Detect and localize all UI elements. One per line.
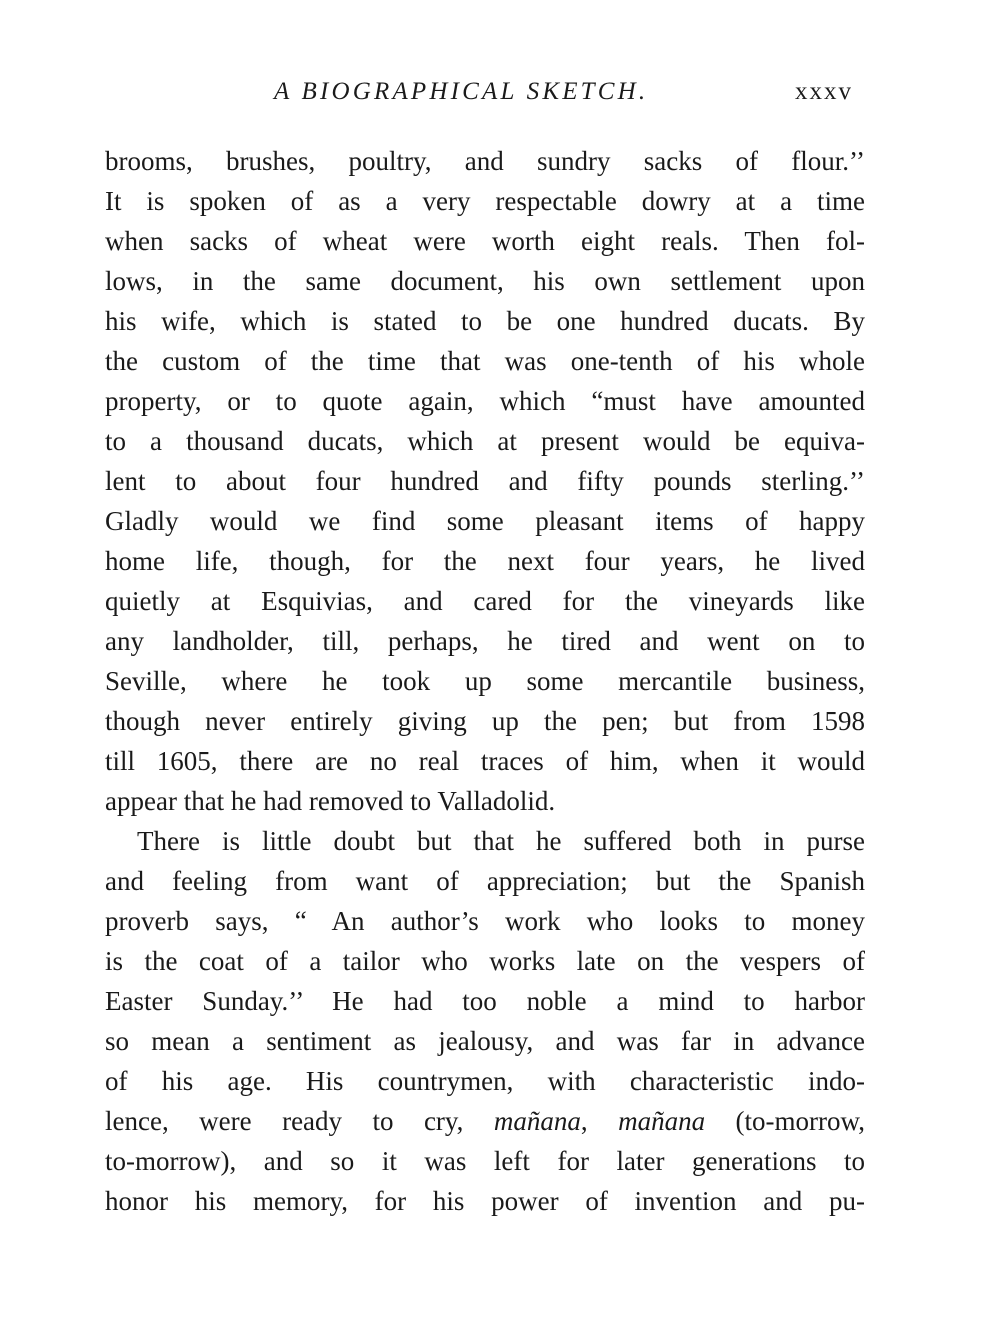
italic-term: mañana	[493, 1106, 581, 1136]
running-title: A BIOGRAPHICAL SKETCH.	[274, 78, 649, 105]
text-line: of his age. His countrymen, with characteristic indo-	[105, 1066, 865, 1096]
text-line: to a thousand ducats, which at present would be equiva-	[105, 426, 865, 456]
text-segment: (to-morrow,	[705, 1106, 866, 1136]
text-line: Easter Sunday.’’ He had too noble a mind to harbor	[105, 986, 865, 1016]
text-line: when sacks of wheat were worth eight reals. Then fol-	[105, 226, 865, 256]
text-line: brooms, brushes, poultry, and sundry sacks of flour.’’	[105, 146, 865, 176]
text-line: It is spoken of as a very respectable dowry at a time	[105, 186, 865, 216]
text-line: so mean a sentiment as jealousy, and was far in advance	[105, 1026, 865, 1056]
page-body	[105, 141, 865, 1221]
text-line: his wife, which is stated to be one hundred ducats. By	[105, 306, 865, 336]
text-line: any landholder, till, perhaps, he tired and went on to	[105, 626, 865, 656]
italic-term: mañana	[618, 1106, 706, 1136]
text-line: Gladly would we find some pleasant items of happy	[105, 506, 865, 536]
text-line: to-morrow), and so it was left for later generations to	[105, 1146, 865, 1176]
text-segment: ,	[580, 1106, 619, 1136]
text-line: property, or to quote again, which “must have amounted	[105, 386, 865, 416]
text-line	[105, 1101, 865, 1141]
text-line: is the coat of a tailor who works late on the vespers of	[105, 946, 865, 976]
text-line: There is little doubt but that he suffered both in purse	[137, 826, 865, 856]
text-line: though never entirely giving up the pen; but from 1598	[105, 706, 865, 736]
page-number: xxxv	[795, 78, 853, 105]
text-line: proverb says, “ An author’s work who looks to money	[105, 906, 865, 936]
text-line: Seville, where he took up some mercantile business,	[105, 666, 865, 696]
text-line: appear that he had removed to Valladolid.	[105, 786, 556, 816]
text-line: the custom of the time that was one-tenth of his whole	[105, 346, 865, 376]
text-segment: lence, were ready to cry,	[105, 1106, 494, 1136]
text-line: lent to about four hundred and fifty pounds sterling.’’	[105, 466, 865, 496]
text-line: till 1605, there are no real traces of him, when it would	[105, 746, 865, 776]
text-line: home life, though, for the next four years, he lived	[105, 546, 865, 576]
text-line: and feeling from want of appreciation; but the Spanish	[105, 866, 865, 896]
text-line: lows, in the same document, his own settlement upon	[105, 266, 865, 296]
text-line: honor his memory, for his power of invention and pu-	[105, 1186, 865, 1216]
text-line: quietly at Esquivias, and cared for the vineyards like	[105, 586, 865, 616]
